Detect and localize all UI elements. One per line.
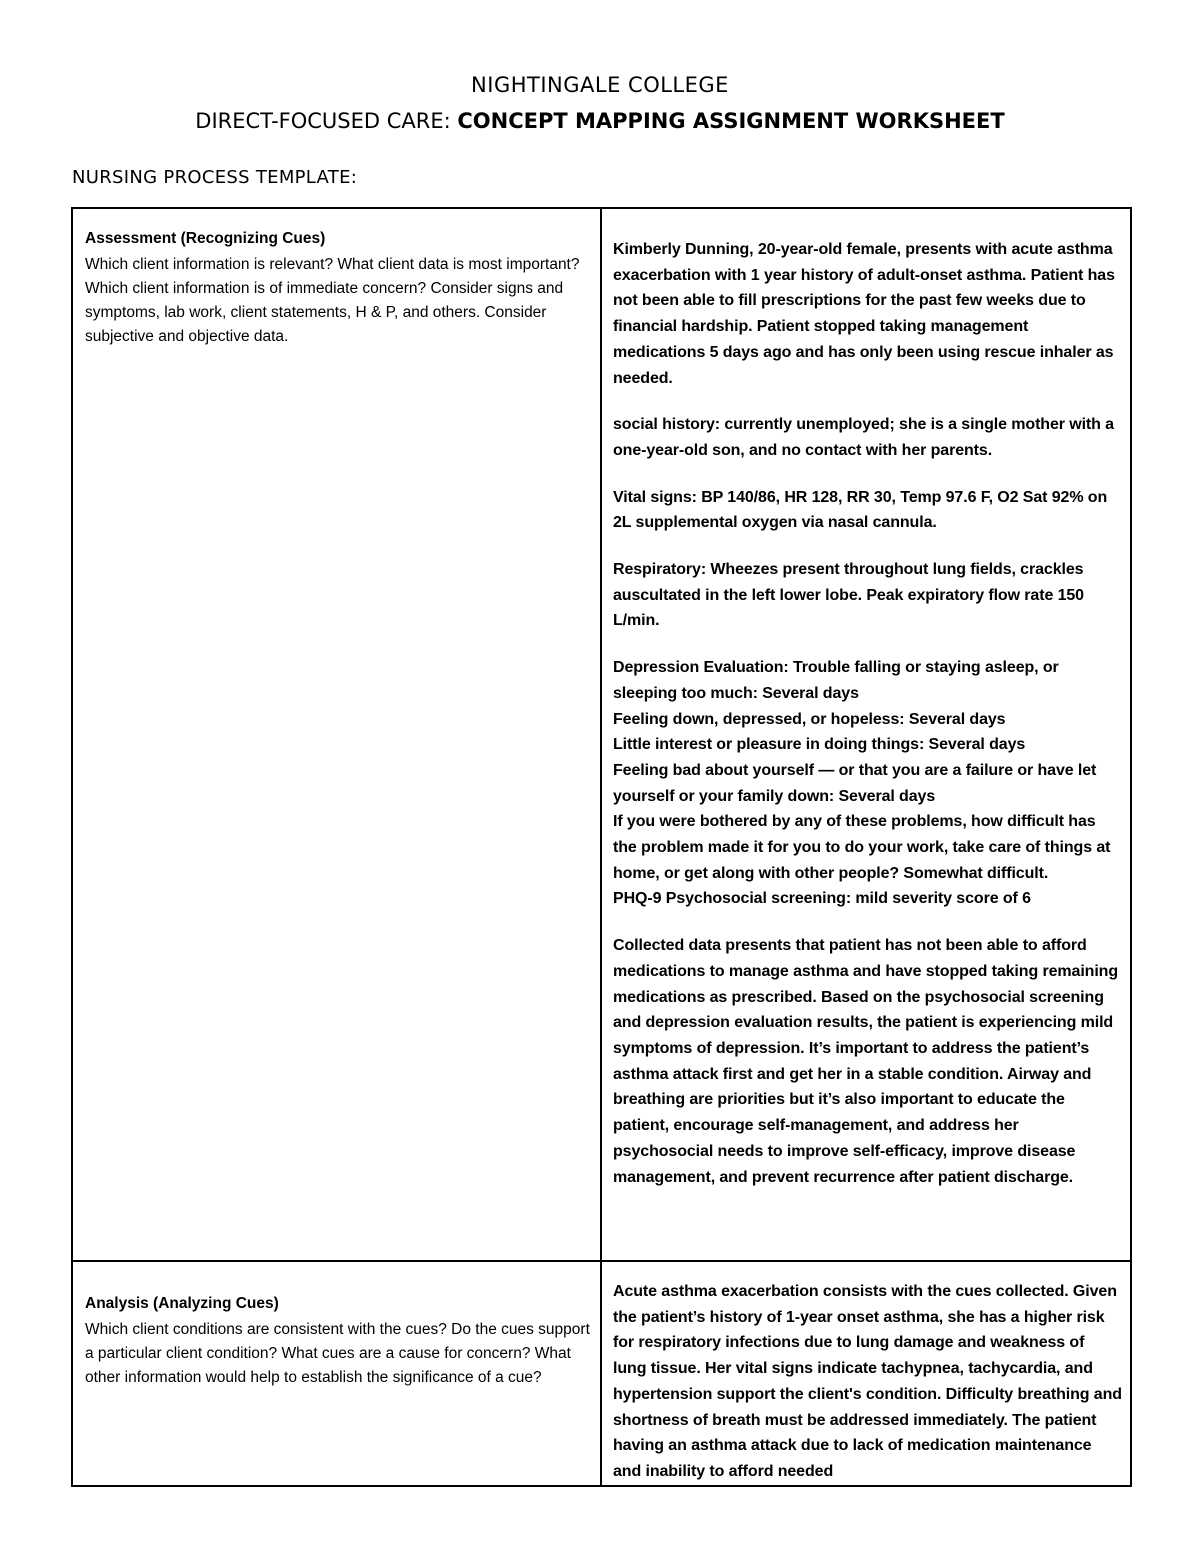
assessment-prompt-cell — [72, 208, 601, 1261]
analysis-prompt: Which client conditions are consistent with the cues? Do the cues support a particular client condition? What cues are a cause for concern? What other information would help to establish the significance of a cue? — [85, 1321, 590, 1386]
assessment-response-cell — [601, 208, 1131, 1261]
college-name: NIGHTINGALE COLLEGE — [471, 73, 729, 97]
depression-line: Feeling bad about yourself — or that you are a failure or have let yourself or your family down: Several days — [613, 761, 1097, 805]
assessment-summary: Collected data presents that patient has not been able to afford medications to manage asthma and have stopped taking remaining medications as prescribed. Based on the psychosocial screening and depression evaluation results, the patient is experiencing mild symptoms of depression. It’s important to address the patient’s asthma attack first and get her in a stable condition. Airway and breathing are priorities but it’s also important to educate the patient, encourage self-management, and address her psychosocial needs to improve self-efficacy, improve disease management, and prevent recurrence after patient discharge. — [613, 937, 1119, 1186]
assessment-vital-signs: Vital signs: BP 140/86, HR 128, RR 30, Temp 97.6 F, O2 Sat 92% on 2L supplemental oxygen via nasal cannula. — [613, 488, 1108, 532]
assessment-prompt: Which client information is relevant? What client data is most important? Which client information is of immediate concern? Consider signs and symptoms, lab work, client statements, H & P, and others. Consider subjective and objective data. — [85, 256, 580, 345]
depression-line: Depression Evaluation: Trouble falling or staying asleep, or sleeping too much: Several days — [613, 659, 1059, 702]
nursing-process-table — [71, 207, 1132, 1487]
worksheet-title-prefix: DIRECT-FOCUSED CARE: — [195, 109, 458, 133]
depression-line: Little interest or pleasure in doing things: Several days — [613, 736, 1026, 754]
depression-line: Feeling down, depressed, or hopeless: Several days — [613, 710, 1006, 728]
analysis-prompt-cell — [72, 1261, 601, 1486]
assessment-heading: Assessment (Recognizing Cues) — [85, 230, 326, 247]
template-label: NURSING PROCESS TEMPLATE: — [72, 167, 358, 188]
assessment-depression-evaluation — [613, 655, 1122, 912]
assessment-social-history: social history: currently unemployed; she is a single mother with a one-year-old son, and no contact with her parents. — [613, 416, 1114, 459]
document-header — [0, 70, 1200, 138]
table-row-assessment — [72, 208, 1131, 1261]
assessment-respiratory: Respiratory: Wheezes present throughout lung fields, crackles auscultated in the left lower lobe. Peak expiratory flow rate 150 L/min. — [613, 561, 1084, 630]
depression-line: PHQ-9 Psychosocial screening: mild severity score of 6 — [613, 890, 1031, 908]
analysis-response: Acute asthma exacerbation consists with the cues collected. Given the patient’s history of 1-year onset asthma, she has a higher risk for respiratory infections due to lung damage and weakness of lung tissue. Her vital signs indicate tachypnea, tachycardia, and hypertension support the client's condition. Difficulty breathing and shortness of breath must be addressed immediately. The patient having an asthma attack due to lack of medication maintenance and inability to afford needed — [613, 1283, 1122, 1480]
table-row-analysis — [72, 1261, 1131, 1486]
analysis-response-cell — [601, 1261, 1131, 1486]
worksheet-title — [0, 104, 1200, 138]
worksheet-title-bold: CONCEPT MAPPING ASSIGNMENT WORKSHEET — [457, 109, 1005, 133]
assessment-intro: Kimberly Dunning, 20-year-old female, presents with acute asthma exacerbation with 1 year history of adult-onset asthma. Patient has not been able to fill prescriptions for the past few weeks due to financial hardship. Patient stopped taking management medications 5 days ago and has only been using rescue inhaler as needed. — [613, 241, 1115, 387]
depression-line: If you were bothered by any of these problems, how difficult has the problem made it for you to do your work, take care of things at home, or get along with other people? Somewhat difficult. — [613, 813, 1111, 882]
analysis-heading: Analysis (Analyzing Cues) — [85, 1295, 279, 1312]
